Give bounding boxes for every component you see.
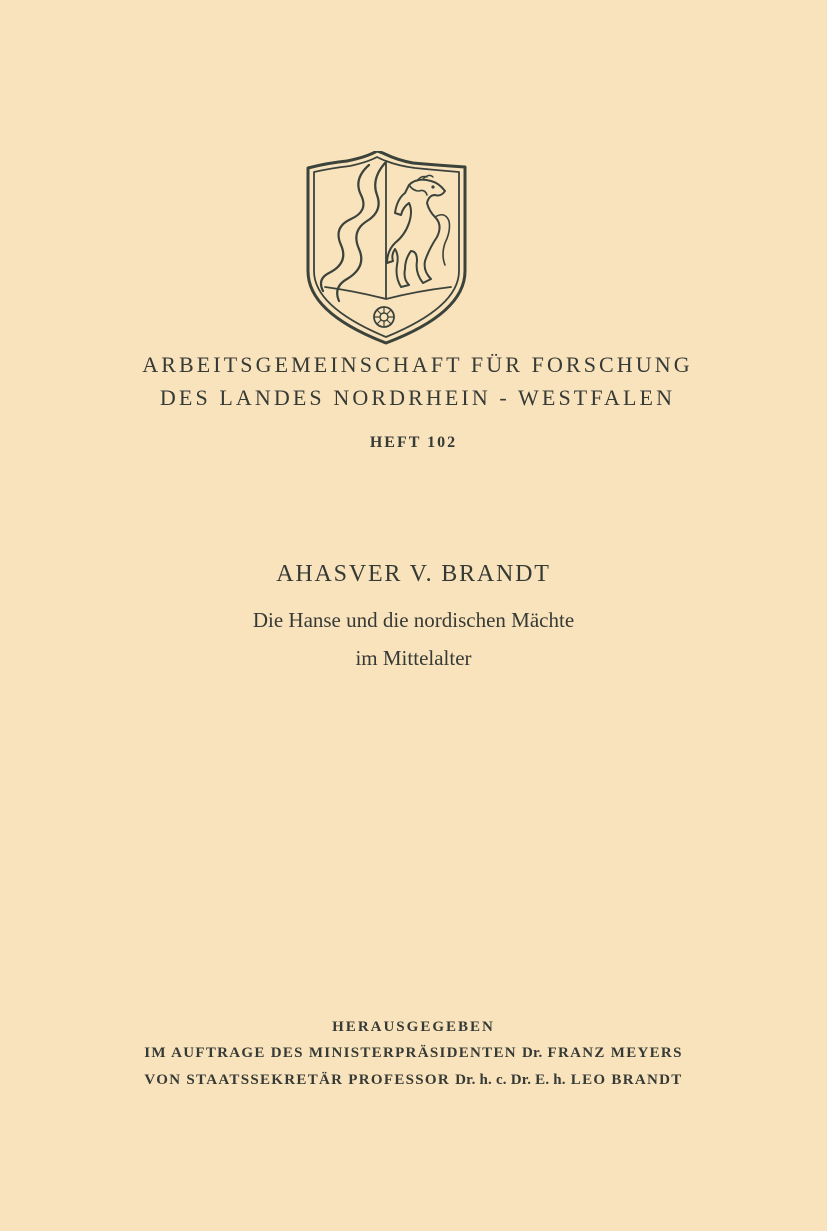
publisher-line-2-caps: IM AUFTRAGE DES MINISTERPRÄSIDENTEN [144,1045,517,1061]
publisher-line-2-name: FRANZ MEYERS [547,1045,683,1061]
series-title-line-1: ARBEITSGEMEINSCHAFT FÜR FORSCHUNG [142,352,693,377]
issue-number: HEFT 102 [369,434,458,451]
publisher-line-2-title: Dr. [521,1045,543,1061]
publisher-line-3 [0,1072,827,1089]
series-title-line-2: DES LANDES NORDRHEIN - WESTFALEN [159,385,676,410]
publisher-line-2 [0,1045,827,1062]
publisher-line-1: HERAUSGEGEBEN [332,1019,495,1035]
author-name: AHASVER V. BRANDT [276,561,551,587]
book-title-line-1: Die Hanse und die nordischen Mächte [252,608,575,632]
book-title-line-2: im Mittelalter [355,646,472,670]
coat-of-arms-icon [305,151,468,346]
publisher-line-3-titles: Dr. h. c. Dr. E. h. [455,1072,566,1088]
publisher-line-3-name: LEO BRANDT [570,1072,683,1088]
publisher-line-3-caps: VON STAATSSEKRETÄR PROFESSOR [144,1072,451,1088]
